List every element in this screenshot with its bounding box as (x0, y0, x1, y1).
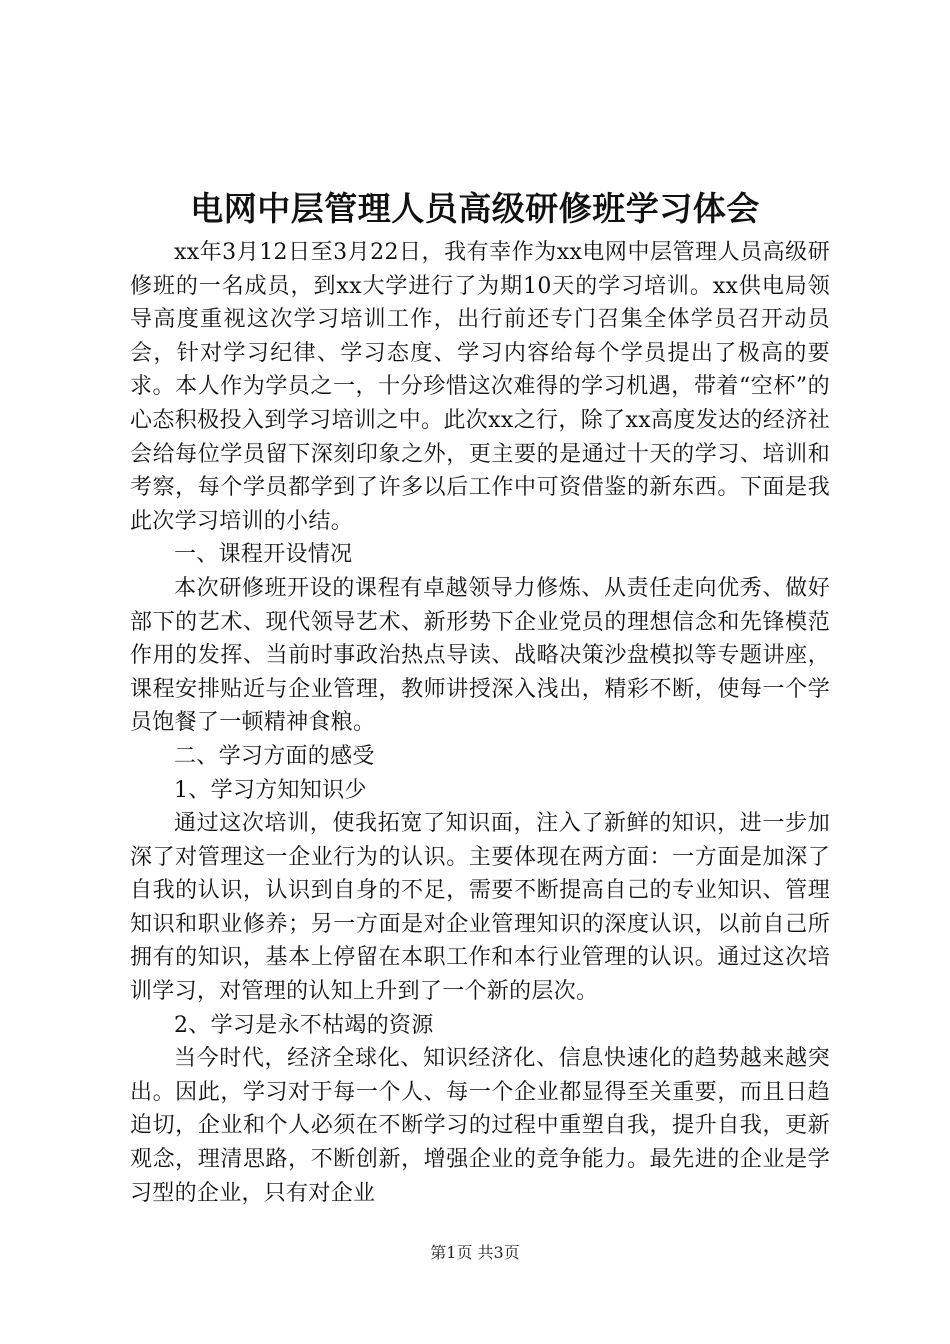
document-title: 电网中层管理人员高级研修班学习体会 (190, 189, 760, 228)
paragraph-resource: 当今时代，经济全球化、知识经济化、信息快速化的趋势越来越突出。因此，学习对于每一个人、每一个企业都显得至关重要，而且日趋迫切，企业和个人必须在不断学习的过程中重塑自我，提升自我，更新观念，理清思路，不断创新，增强企业的竞争能力。最先进的企业是学习型的企业，只有对企业 (130, 1046, 830, 1206)
paragraph-intro: xx年3月12日至3月22日，我有幸作为xx电网中层管理人员高级研修班的一名成员，到xx大学进行了为期10天的学习培训。xx供电局领导高度重视这次学习培训工作，出行前还专门召集全体学员召开动员会，针对学习纪律、学习态度、学习内容给每个学员提出了极高的要求。本人作为学员之一，十分珍惜这次难得的学习机遇，带着“空杯”的心态积极投入到学习培训之中。此次xx之行，除了xx高度发达的经济社会给每位学员留下深刻印象之外，更主要的是通过十天的学习、培训和考察，每个学员都学到了许多以后工作中可资借鉴的新东西。下面是我此次学习培训的小结。 (130, 240, 830, 534)
page-number-footer: 第1页 共3页 (430, 1243, 520, 1262)
paragraph-course: 本次研修班开设的课程有卓越领导力修炼、从责任走向优秀、做好部下的艺术、现代领导艺术、新形势下企业党员的理想信念和先锋模范作用的发挥、当前时事政治热点导读、战略决策沙盘模拟等专题讲座，课程安排贴近与企业管理，教师讲授深入浅出，精彩不断，使每一个学员饱餐了一顿精神食粮。 (130, 575, 830, 736)
paragraph-knowledge: 通过这次培训，使我拓宽了知识面，注入了新鲜的知识，进一步加深了对管理这一企业行为的认识。主要体现在两方面：一方面是加深了自我的认识，认识到自身的不足，需要不断提高自己的专业知识、管理知识和职业修养；另一方面是对企业管理知识的深度认识，以前自己所拥有的知识，基本上停留在本职工作和本行业管理的认识。通过这次培训学习，对管理的认知上升到了一个新的层次。 (130, 811, 830, 1005)
section-heading-course: 一、课程开设情况 (174, 542, 353, 568)
document-body (130, 236, 830, 1210)
subheading-resource: 2、学习是永不枯竭的资源 (174, 1012, 434, 1038)
section-heading-learning: 二、学习方面的感受 (174, 743, 375, 769)
subheading-knowledge: 1、学习方知知识少 (174, 777, 367, 803)
